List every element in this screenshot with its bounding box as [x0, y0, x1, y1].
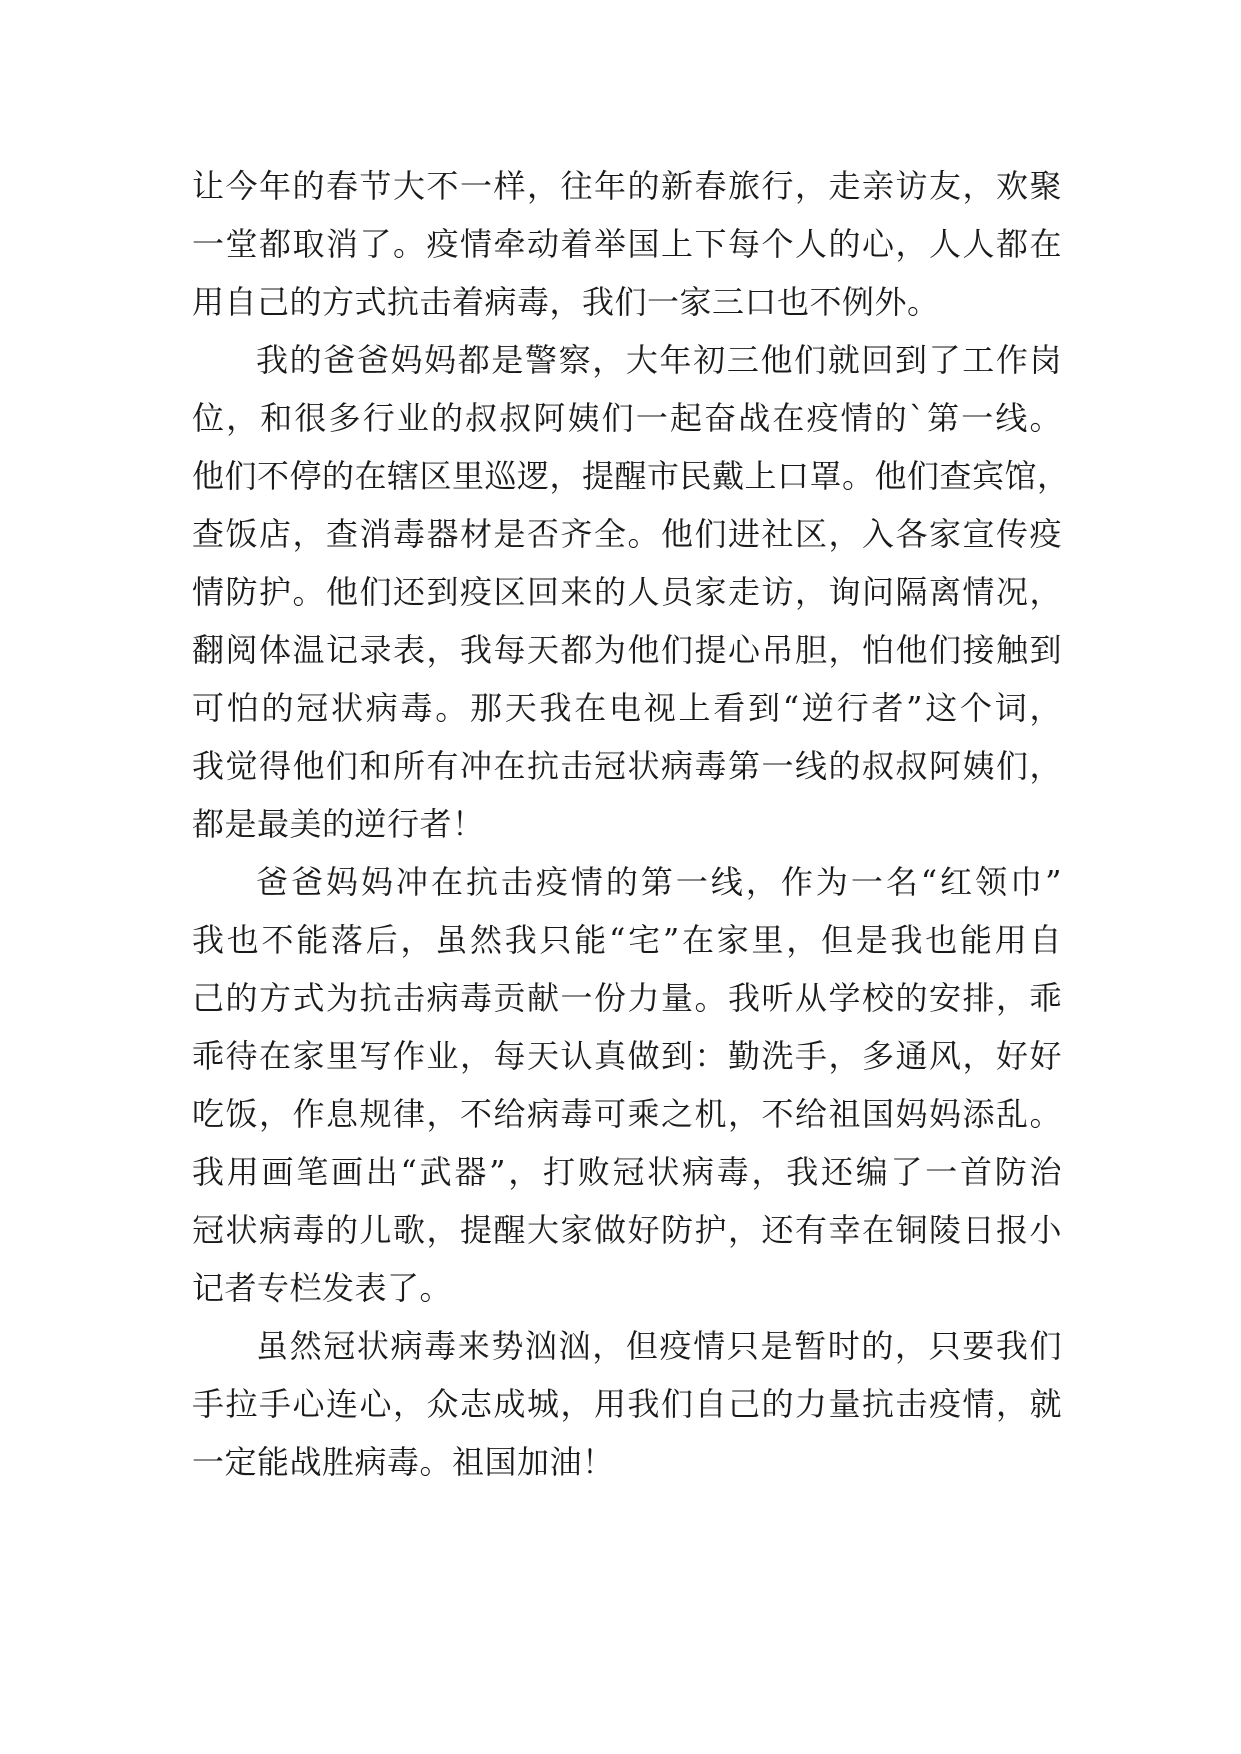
- text-line: 他们不停的在辖区里巡逻，提醒市民戴上口罩。他们查宾馆，: [192, 457, 1070, 495]
- text-line: 我用画笔画出“武器”，打败冠状病毒，我还编了一首防治: [192, 1153, 1062, 1191]
- text-line: 查饭店，查消毒器材是否齐全。他们进社区，入各家宣传疫: [192, 515, 1062, 553]
- text-line: 翻阅体温记录表，我每天都为他们提心吊胆，怕他们接触到: [192, 631, 1062, 669]
- text-line: 我觉得他们和所有冲在抗击冠状病毒第一线的叔叔阿姨们，: [192, 747, 1062, 785]
- text-line: 情防护。他们还到疫区回来的人员家走访，询问隔离情况，: [192, 573, 1062, 611]
- text-line: 让今年的春节大不一样，往年的新春旅行，走亲访友，欢聚: [192, 167, 1062, 205]
- paragraph-2: [192, 331, 1070, 853]
- text-line: 手拉手心连心，众志成城，用我们自己的力量抗击疫情，就: [192, 1385, 1062, 1423]
- text-line: 用自己的方式抗击着病毒，我们一家三口也不例外。: [192, 283, 940, 321]
- text-line: 位，和很多行业的叔叔阿姨们一起奋战在疫情的`第一线。: [192, 399, 1062, 437]
- text-line: 我的爸爸妈妈都是警察，大年初三他们就回到了工作岗: [256, 341, 1062, 379]
- text-line: 可怕的冠状病毒。那天我在电视上看到“逆行者”这个词，: [192, 689, 1062, 727]
- text-line: 记者专栏发表了。: [192, 1269, 453, 1307]
- text-line: 乖待在家里写作业，每天认真做到：勤洗手，多通风，好好: [192, 1037, 1062, 1075]
- text-line: 都是最美的逆行者！: [192, 805, 485, 843]
- text-line: 爸爸妈妈冲在抗击疫情的第一线，作为一名“红领巾”: [256, 863, 1062, 901]
- text-line: 冠状病毒的儿歌，提醒大家做好防护，还有幸在铜陵日报小: [192, 1211, 1062, 1249]
- paragraph-3: [192, 853, 1062, 1317]
- text-line: 吃饭，作息规律，不给病毒可乘之机，不给祖国妈妈添乱。: [192, 1095, 1062, 1133]
- text-line: 一定能战胜病毒。祖国加油！: [192, 1443, 615, 1481]
- text-line: 我也不能落后，虽然我只能“宅”在家里，但是我也能用自: [192, 921, 1062, 959]
- text-line: 一堂都取消了。疫情牵动着举国上下每个人的心，人人都在: [192, 225, 1062, 263]
- paragraph-1: [192, 157, 1062, 331]
- text-line: 己的方式为抗击病毒贡献一份力量。我听从学校的安排，乖: [192, 979, 1062, 1017]
- text-line: 虽然冠状病毒来势汹汹，但疫情只是暂时的，只要我们: [256, 1327, 1062, 1365]
- paragraph-4: [192, 1317, 1062, 1491]
- document-body: [192, 157, 1070, 1491]
